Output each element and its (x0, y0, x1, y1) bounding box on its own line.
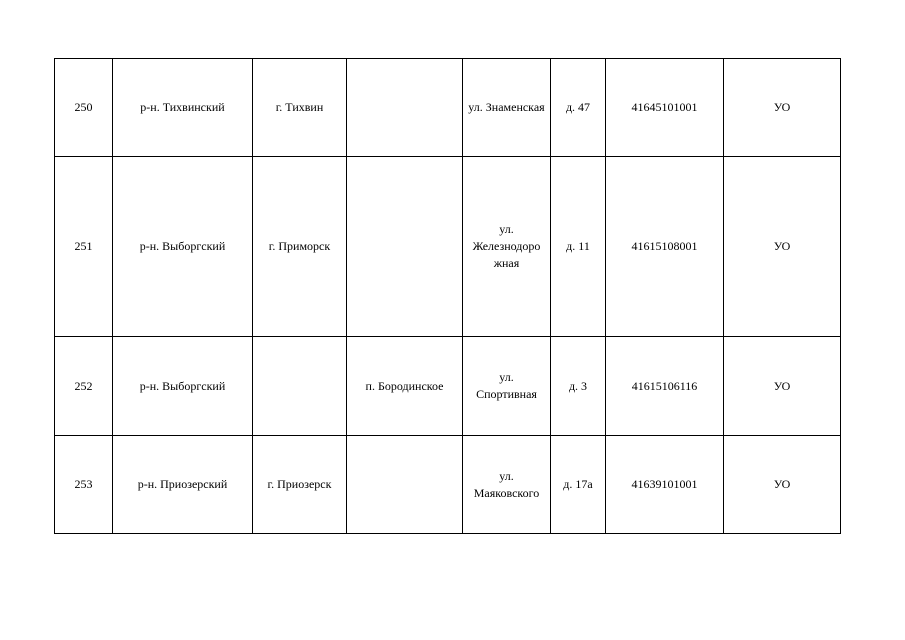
management-cell: УО (724, 436, 841, 534)
district-cell: р-н. Выборгский (113, 337, 253, 436)
city-cell: г. Приозерск (253, 436, 347, 534)
row-number-cell: 250 (55, 59, 113, 157)
street-line: Спортивная (476, 387, 537, 401)
house-cell: д. 11 (551, 157, 606, 337)
street-line: жная (493, 256, 520, 270)
table-row (55, 59, 841, 157)
settlement-cell (347, 436, 463, 534)
house-cell: д. 3 (551, 337, 606, 436)
table-row (55, 337, 841, 436)
row-number-cell: 251 (55, 157, 113, 337)
street-cell (463, 337, 551, 436)
settlement-cell: п. Бородинское (347, 337, 463, 436)
house-cell: д. 47 (551, 59, 606, 157)
street-line: ул. (499, 468, 514, 483)
city-cell (253, 337, 347, 436)
settlement-cell (347, 59, 463, 157)
street-line: Маяковского (473, 485, 540, 500)
management-cell: УО (724, 337, 841, 436)
district-cell: р-н. Тихвинский (113, 59, 253, 157)
settlement-cell (347, 157, 463, 337)
management-cell: УО (724, 59, 841, 157)
row-number-cell: 253 (55, 436, 113, 534)
oktmo-cell: 41645101001 (606, 59, 724, 157)
house-cell: д. 17а (551, 436, 606, 534)
street-cell (463, 436, 551, 534)
street-line: Железнодоро (472, 239, 541, 253)
district-cell: р-н. Приозерский (113, 436, 253, 534)
oktmo-cell: 41639101001 (606, 436, 724, 534)
street-cell (463, 157, 551, 337)
row-number-cell: 252 (55, 337, 113, 436)
address-table (54, 58, 841, 534)
oktmo-cell: 41615108001 (606, 157, 724, 337)
oktmo-cell: 41615106116 (606, 337, 724, 436)
street-line: ул. (499, 370, 514, 384)
table-row (55, 157, 841, 337)
table-row (55, 436, 841, 534)
management-cell: УО (724, 157, 841, 337)
city-cell: г. Приморск (253, 157, 347, 337)
street-line: ул. (499, 222, 514, 236)
district-cell: р-н. Выборгский (113, 157, 253, 337)
city-cell: г. Тихвин (253, 59, 347, 157)
street-cell: ул. Знаменская (463, 59, 551, 157)
